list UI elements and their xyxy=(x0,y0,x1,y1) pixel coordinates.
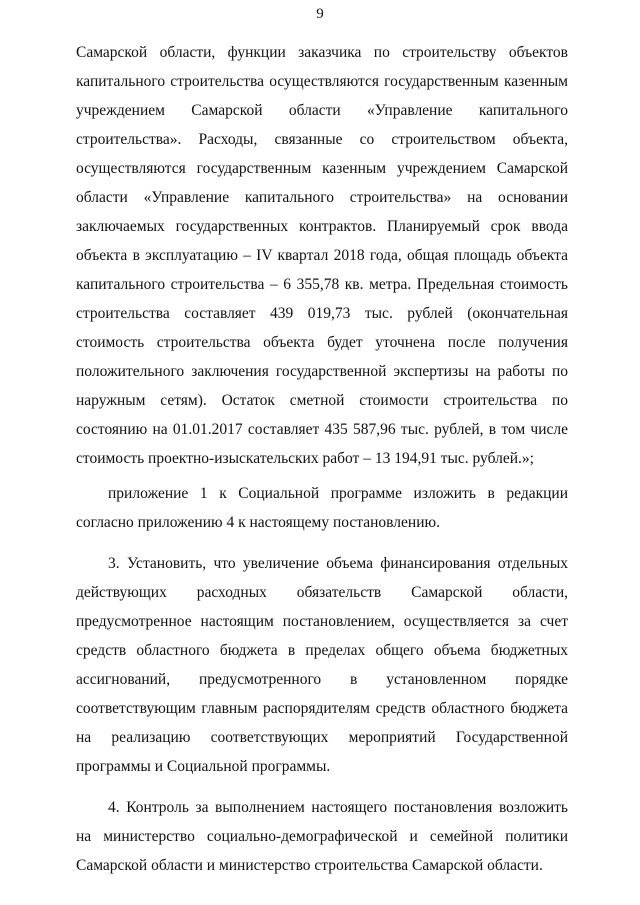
paragraph-3: 3. Установить, что увеличение объема финансирования отдельных действующих расходных обязательств Самарской области, предусмотренное настоящим постановлением, осуществляется за счет средств областного бюджета в пределах общего объема бюджетных ассигнований, предусмотренного в установленном порядке соответствующим главным распорядителям средств областного бюджета на реализацию соответствующих мероприятий Государственной программы и Социальной программы. xyxy=(76,555,568,775)
page-number: 9 xyxy=(316,6,324,22)
document-body xyxy=(76,38,568,880)
paragraph-1: Самарской области, функции заказчика по строительству объектов капитального строительства осуществляются государственным казенным учреждением Самарской области «Управление капитального строительства». Расходы, связанные со строительством объекта, осуществляются государственным казенным учреждением Самарской области «Управление капитального строительства» на основании заключаемых государственных контрактов. Планируемый срок ввода объекта в эксплуатацию – IV квартал 2018 года, общая площадь объекта капитального строительства – 6 355,78 кв. метра. Предельная стоимость строительства составляет 439 019,73 тыс. рублей (окончательная стоимость строительства объекта будет уточнена после получения положительного заключения государственной экспертизы на работы по наружным сетям). Остаток сметной стоимости строительства по состоянию на 01.01.2017 составляет 435 587,96 тыс. рублей, в том числе стоимость проектно-изыскательских работ – 13 194,91 тыс. рублей.»; xyxy=(76,44,568,467)
paragraph-4: 4. Контроль за выполнением настоящего постановления возложить на министерство социально-демографической и семейной политики Самарской области и министерство строительства Самарской области. xyxy=(76,799,568,874)
paragraph-2: приложение 1 к Социальной программе изложить в редакции согласно приложению 4 к настоящему постановлению. xyxy=(76,485,568,531)
